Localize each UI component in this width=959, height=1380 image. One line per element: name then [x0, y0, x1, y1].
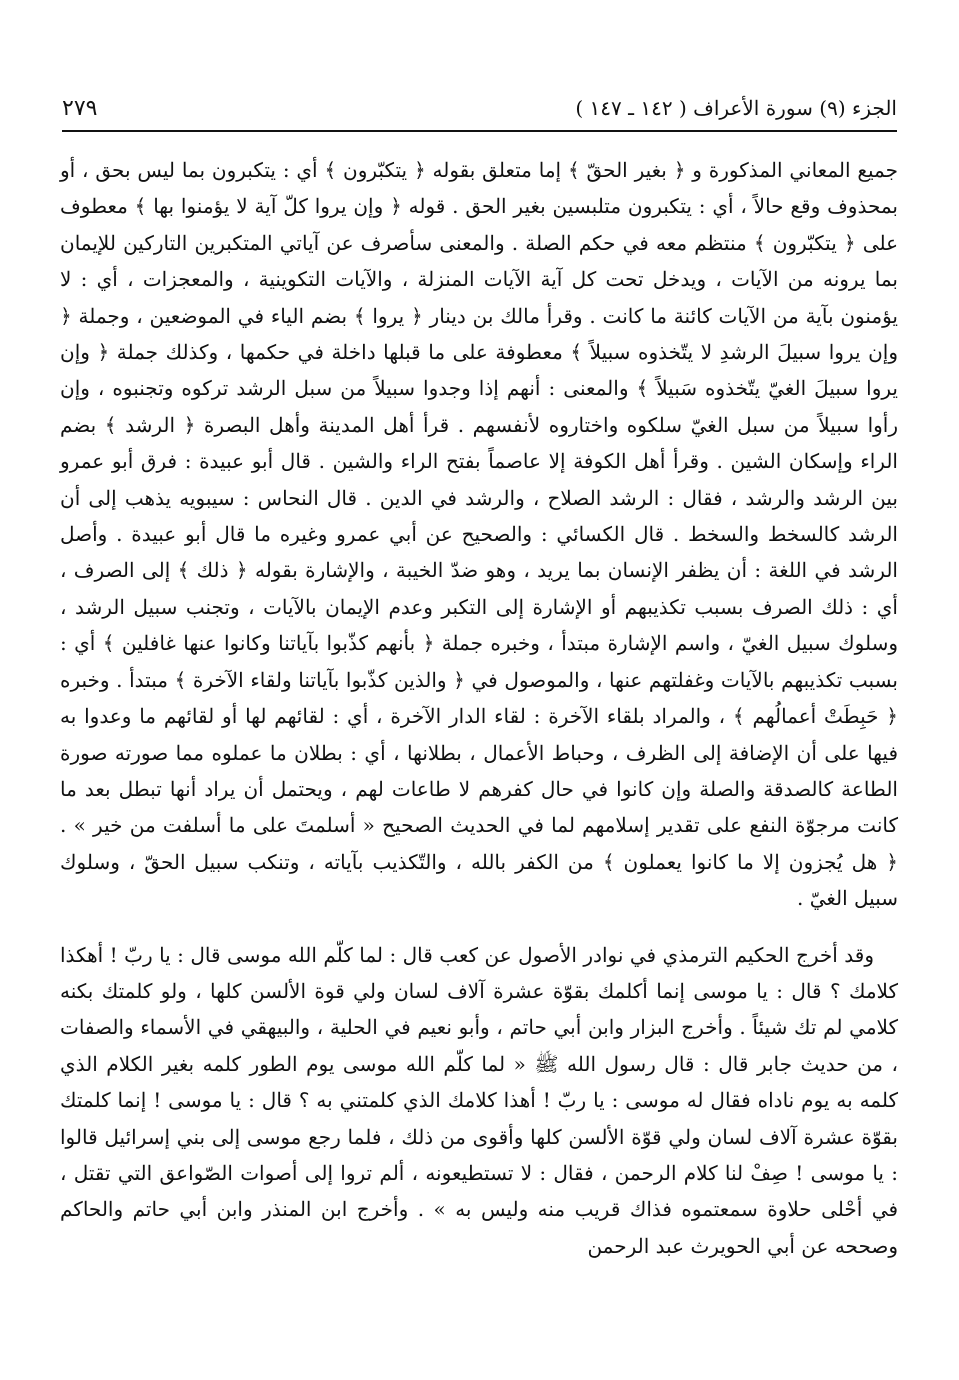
running-title: الجزء (٩) سورة الأعراف ( ١٤٢ ـ ١٤٧ ) [575, 96, 897, 120]
tafsir-paragraph: جميع المعاني المذكورة و ﴿ بغير الحقّ ﴾ إما متعلق بقوله ﴿ يتكبّرون ﴾ أي : يتكبرون بما ليس بحق ، أو بمحذوف وقع حالاً ، أي : يتكبرون متلبسين بغير الحق . قوله ﴿ وإن يروا كلّ آية لا يؤمنوا بها ﴾ معطوف على ﴿ يتكبّرون ﴾ منتظم معه في حكم الصلة . والمعنى سأصرف عن آياتي المتكبرين التاركين للإيمان بما يرونه من الآيات ، ويدخل تحت كل آية الآيات المنزلة ، والآيات التكوينية ، والمعجزات ، أي : لا يؤمنون بآية من الآيات كائنة ما كانت . وقرأ مالك بن دينار ﴿ يروا ﴾ بضم الياء في الموضعين ، وجملة ﴿ وإن يروا سبيلَ الرشدِ لا يتّخذوه سبيلاً ﴾ معطوفة على ما قبلها داخلة في حكمها ، وكذلك جملة ﴿ وإن يروا سبيلَ الغيّ يتّخذوه سَبيلاً ﴾ والمعنى : أنهم إذا وجدوا سبيلاً من سبل الرشد تركوه وتجنبوه ، وإن رأوا سبيلاً من سبل الغيّ سلكوه واختاروه لأنفسهم . قرأ أهل المدينة وأهل البصرة ﴿ الرشد ﴾ بضم الراء وإسكان الشين . وقرأ أهل الكوفة إلا عاصماً بفتح الراء والشين . قال أبو عبيدة : فرق أبو عمرو بين الرشد والرشد ، فقال : الرشد الصلاح ، والرشد في الدين . قال النحاس : سيبويه يذهب إلى أن الرشد كالسخط والسخط . قال الكسائي : والصحيح عن أبي عمرو وغيره ما قال أبو عبيدة . وأصل الرشد في اللغة : أن يظفر الإنسان بما يريد ، وهو ضدّ الخيبة ، والإشارة بقوله ﴿ ذلك ﴾ إلى الصرف ، أي : ذلك الصرف بسبب تكذيبهم أو الإشارة إلى التكبر وعدم الإيمان بالآيات ، وتجنب سبيل الرشد ، وسلوك سبيل الغيّ ، واسم الإشارة مبتدأ ، وخبره جملة ﴿ بأنهم كذّبوا بآياتنا وكانوا عنها غافلين ﴾ أي : بسبب تكذيبهم بالآيات وغفلتهم عنها ، والموصول في ﴿ والذين كذّبوا بآياتنا ولقاء الآخرة ﴾ مبتدأ . وخبره ﴿ حَبِطَتْ أعمالُهم ﴾ ، والمراد بلقاء الآخرة : لقاء الدار الآخرة ، أي : لقائهم لها أو لقائهم ما وعدوا به فيها على أن الإضافة إلى الظرف ، وحباط الأعمال ، بطلانها ، أي : بطلان ما عملوه مما صورته صورة الطاعة كالصدقة والصلة وإن كانوا في حال كفرهم لا طاعات لهم ، ويحتمل أن يراد أنها تبطل بعد ما كانت مرجوّة النفع على تقدير إسلامهم لما في الحديث الصحيح « أسلمتَ على ما أسلفت من خير » . ﴿ هل يُجزون إلا ما كانوا يعملون ﴾ من الكفر بالله ، والتّكذيب بآياته ، وتنكب سبيل الحقّ ، وسلوك سبيل الغيّ . [60, 158, 899, 911]
hadith-paragraph: وقد أخرج الحكيم الترمذي في نوادر الأصول عن كعب قال : لما كلّم الله موسى قال : يا ربّ ! أهكذا كلامك ؟ قال : يا موسى إنما أكلمك بقوّة عشرة آلاف لسان ولي قوة الألسن كلها ، ولو كلمتك بكنه كلامي لم تك شيئاً . وأخرج البزار وابن أبي حاتم ، وأبو نعيم في الحلية ، والبيهقي في الأسماء والصفات ، من حديث جابر قال : قال رسول الله ﷺ « لما كلّم الله موسى يوم الطور كلمه بغير الكلام الذي كلمه به يوم ناداه فقال له موسى : يا ربّ ! أهذا كلامك الذي كلمتني به ؟ قال : يا موسى ! إنما كلمتك بقوّة عشرة آلاف لسان ولي قوّة الألسن كلها وأقوى من ذلك ، فلما رجع موسى إلى بني إسرائيل قالوا : يا موسى ! صِفْ لنا كلام الرحمن ، فقال : لا تستطيعونه ، ألم تروا إلى أصوات الصّواعق التي تقتل ، في أحْلى حلاوة سمعتموه فذاك قريب منه وليس به » . وأخرج ابن المنذر وابن أبي حاتم والحاكم وصححه عن أبي الحويرث عبد الرحمن [60, 942, 899, 1258]
main-text [60, 152, 898, 1264]
page-header [62, 90, 897, 132]
page-number: ٢٧٩ [62, 96, 98, 121]
